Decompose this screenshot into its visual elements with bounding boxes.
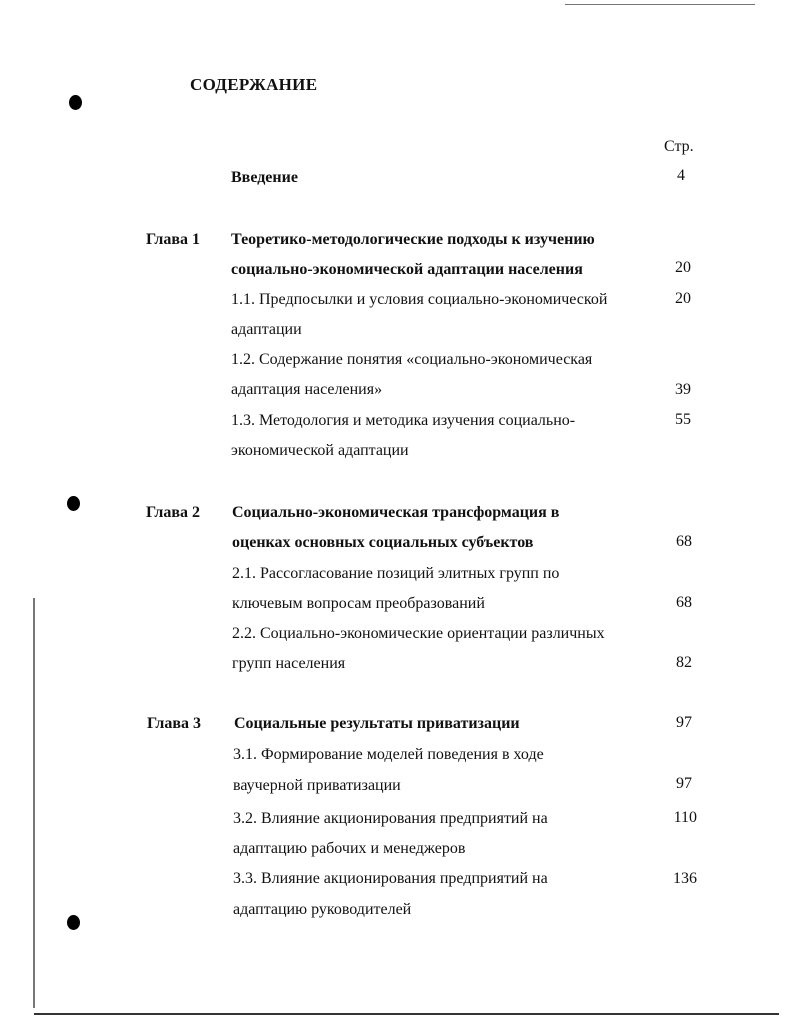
section-3-2-line-2: адаптацию рабочих и менеджеров [233, 840, 466, 857]
section-3-3-line-2: адаптацию руководителей [233, 901, 412, 918]
intro-label: Введение [231, 169, 298, 186]
section-3-1-page: 97 [676, 775, 692, 792]
section-1-1-page: 20 [675, 290, 691, 307]
section-1-1-line-2: адаптации [231, 321, 302, 338]
section-2-2-page: 82 [676, 654, 692, 671]
punch-hole-middle [67, 496, 80, 511]
chapter-2-title-line-1: Социально-экономическая трансформация в [232, 504, 560, 521]
section-3-3-line-1: 3.3. Влияние акционирования предприятий на [233, 870, 548, 887]
scan-edge-top [565, 4, 755, 5]
section-1-2-line-1: 1.2. Содержание понятия «социально-экономическая [231, 351, 593, 368]
page-title: СОДЕРЖАНИЕ [190, 75, 318, 94]
section-2-1-page: 68 [676, 594, 692, 611]
section-1-3-page: 55 [675, 411, 691, 428]
chapter-2-label: Глава 2 [146, 504, 200, 521]
chapter-2-page: 68 [676, 533, 692, 550]
punch-hole-bottom [67, 915, 80, 930]
section-1-3-line-2: экономической адаптации [231, 442, 409, 459]
section-3-3-page: 136 [673, 870, 697, 887]
section-3-1-line-2: ваучерной приватизации [233, 777, 401, 794]
page-column-label: Стр. [664, 138, 694, 155]
scan-edge-left [33, 598, 35, 1008]
section-2-2-line-1: 2.2. Социально-экономические ориентации различных [232, 625, 605, 642]
punch-hole-top [69, 95, 82, 110]
section-1-3-line-1: 1.3. Методология и методика изучения социально- [231, 412, 576, 429]
section-1-1-line-1: 1.1. Предпосылки и условия социально-экономической [231, 291, 608, 308]
chapter-1-page: 20 [675, 259, 691, 276]
chapter-3-page: 97 [676, 714, 692, 731]
section-1-2-page: 39 [675, 381, 691, 398]
section-2-1-line-2: ключевым вопросам преобразований [232, 595, 485, 612]
section-2-2-line-2: групп населения [232, 655, 346, 672]
scan-edge-bottom [34, 1013, 779, 1015]
intro-page: 4 [677, 167, 685, 184]
chapter-3-title-line-1: Социальные результаты приватизации [234, 715, 520, 732]
section-3-1-line-1: 3.1. Формирование моделей поведения в ходе [233, 746, 544, 763]
section-2-1-line-1: 2.1. Рассогласование позиций элитных групп по [232, 565, 560, 582]
chapter-3-label: Глава 3 [147, 715, 201, 732]
chapter-2-title-line-2: оценках основных социальных субъектов [232, 534, 534, 551]
section-3-2-line-1: 3.2. Влияние акционирования предприятий на [233, 810, 548, 827]
section-1-2-line-2: адаптация населения» [231, 381, 383, 398]
chapter-1-title-line-2: социально-экономической адаптации населения [231, 261, 583, 278]
section-3-2-page: 110 [673, 809, 697, 826]
chapter-1-title-line-1: Теоретико-методологические подходы к изучению [231, 231, 595, 248]
chapter-1-label: Глава 1 [146, 231, 200, 248]
